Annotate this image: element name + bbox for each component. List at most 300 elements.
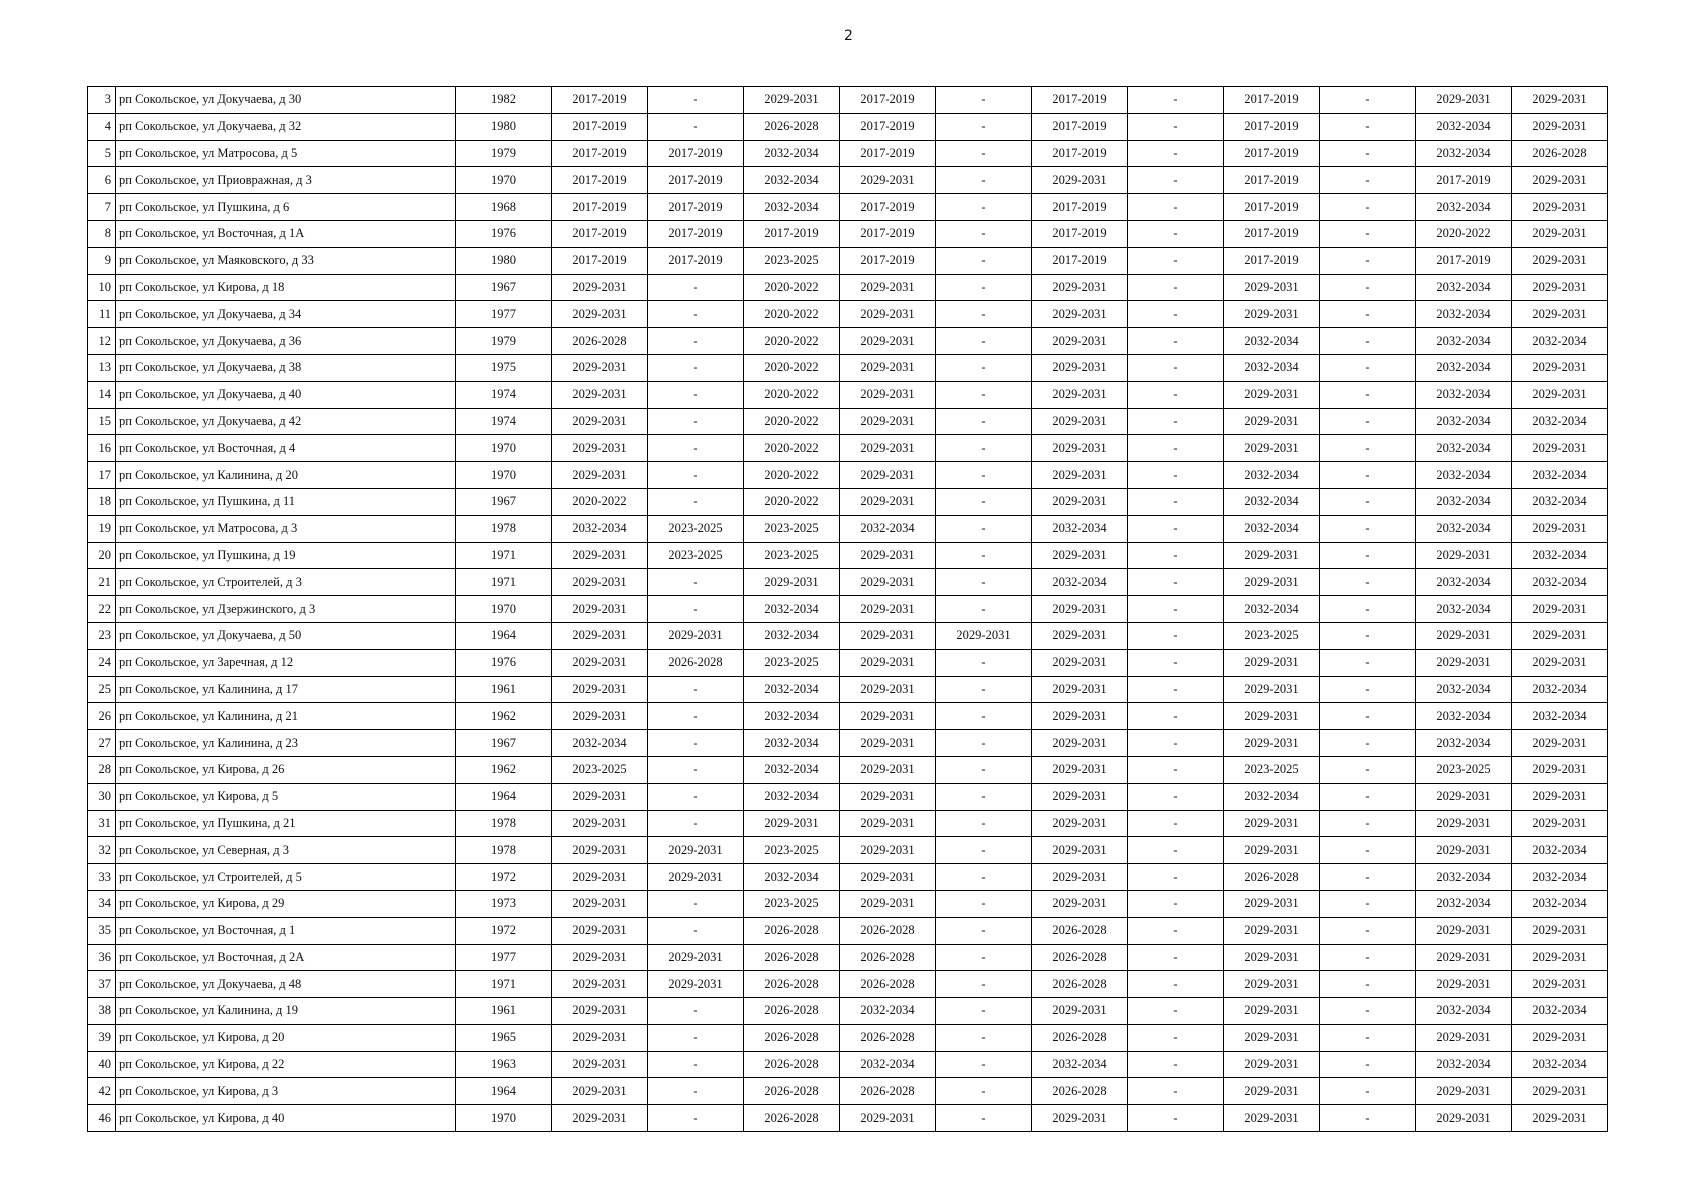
row-number-cell: 3 [88, 87, 116, 114]
period-cell: 2029-2031 [1224, 381, 1320, 408]
period-cell: 2026-2028 [552, 328, 648, 355]
address-cell: рп Сокольское, ул Калинина, д 23 [116, 730, 456, 757]
period-cell: - [1128, 622, 1224, 649]
period-cell: 2029-2031 [1032, 810, 1128, 837]
address-cell: рп Сокольское, ул Калинина, д 21 [116, 703, 456, 730]
period-cell: - [648, 810, 744, 837]
year-built-cell: 1976 [456, 220, 552, 247]
period-cell: 2032-2034 [1416, 328, 1512, 355]
period-cell: 2029-2031 [1032, 783, 1128, 810]
period-cell: 2017-2019 [1224, 247, 1320, 274]
period-cell: - [1320, 87, 1416, 114]
period-cell: 2029-2031 [744, 810, 840, 837]
period-cell: - [648, 1078, 744, 1105]
table-body [88, 87, 1608, 1132]
period-cell: 2029-2031 [552, 435, 648, 462]
period-cell: - [648, 1105, 744, 1132]
year-built-cell: 1964 [456, 783, 552, 810]
year-built-cell: 1980 [456, 247, 552, 274]
row-number-cell: 23 [88, 622, 116, 649]
year-built-cell: 1979 [456, 140, 552, 167]
period-cell: 2032-2034 [1224, 515, 1320, 542]
year-built-cell: 1965 [456, 1024, 552, 1051]
period-cell: - [1128, 890, 1224, 917]
period-cell: 2029-2031 [744, 569, 840, 596]
period-cell: - [1320, 328, 1416, 355]
period-cell: 2032-2034 [840, 515, 936, 542]
period-cell: 2029-2031 [1224, 1078, 1320, 1105]
period-cell: 2017-2019 [648, 247, 744, 274]
table-row [88, 167, 1608, 194]
period-cell: - [936, 998, 1032, 1025]
period-cell: - [1128, 971, 1224, 998]
row-number-cell: 13 [88, 354, 116, 381]
period-cell: 2023-2025 [744, 542, 840, 569]
period-cell: 2032-2034 [1512, 703, 1608, 730]
row-number-cell: 9 [88, 247, 116, 274]
period-cell: 2029-2031 [1512, 944, 1608, 971]
period-cell: 2017-2019 [1224, 167, 1320, 194]
row-number-cell: 4 [88, 113, 116, 140]
year-built-cell: 1967 [456, 274, 552, 301]
period-cell: 2029-2031 [1224, 944, 1320, 971]
period-cell: - [936, 301, 1032, 328]
period-cell: 2017-2019 [1224, 194, 1320, 221]
period-cell: 2029-2031 [840, 810, 936, 837]
period-cell: - [648, 917, 744, 944]
table-row [88, 140, 1608, 167]
period-cell: - [648, 113, 744, 140]
period-cell: - [1128, 462, 1224, 489]
period-cell: 2020-2022 [744, 328, 840, 355]
period-cell: 2029-2031 [1224, 998, 1320, 1025]
period-cell: - [936, 274, 1032, 301]
period-cell: 2026-2028 [1032, 1078, 1128, 1105]
period-cell: - [1128, 354, 1224, 381]
period-cell: - [936, 676, 1032, 703]
period-cell: - [648, 354, 744, 381]
address-cell: рп Сокольское, ул Кирова, д 18 [116, 274, 456, 301]
period-cell: 2032-2034 [744, 756, 840, 783]
period-cell: 2026-2028 [648, 649, 744, 676]
row-number-cell: 38 [88, 998, 116, 1025]
table-row [88, 596, 1608, 623]
period-cell: 2029-2031 [1224, 1105, 1320, 1132]
period-cell: 2026-2028 [840, 1024, 936, 1051]
period-cell: 2029-2031 [1512, 354, 1608, 381]
period-cell: 2029-2031 [1032, 381, 1128, 408]
table-row [88, 488, 1608, 515]
period-cell: 2032-2034 [1224, 328, 1320, 355]
period-cell: 2029-2031 [1512, 515, 1608, 542]
address-cell: рп Сокольское, ул Докучаева, д 38 [116, 354, 456, 381]
period-cell: - [1320, 247, 1416, 274]
row-number-cell: 12 [88, 328, 116, 355]
period-cell: - [1128, 194, 1224, 221]
period-cell: - [648, 703, 744, 730]
period-cell: 2017-2019 [552, 194, 648, 221]
period-cell: 2029-2031 [1416, 1105, 1512, 1132]
period-cell: 2029-2031 [840, 542, 936, 569]
period-cell: 2032-2034 [1512, 890, 1608, 917]
period-cell: 2029-2031 [840, 649, 936, 676]
period-cell: 2029-2031 [1512, 730, 1608, 757]
period-cell: 2029-2031 [648, 971, 744, 998]
period-cell: - [1128, 1024, 1224, 1051]
year-built-cell: 1971 [456, 971, 552, 998]
period-cell: 2023-2025 [552, 756, 648, 783]
row-number-cell: 16 [88, 435, 116, 462]
period-cell: - [1320, 569, 1416, 596]
row-number-cell: 46 [88, 1105, 116, 1132]
period-cell: - [1320, 515, 1416, 542]
period-cell: 2032-2034 [1416, 435, 1512, 462]
period-cell: 2026-2028 [744, 1105, 840, 1132]
period-cell: 2029-2031 [840, 354, 936, 381]
period-cell: 2029-2031 [1224, 542, 1320, 569]
period-cell: 2029-2031 [840, 301, 936, 328]
address-cell: рп Сокольское, ул Маяковского, д 33 [116, 247, 456, 274]
period-cell: - [1320, 596, 1416, 623]
period-cell: 2029-2031 [1416, 1024, 1512, 1051]
period-cell: 2032-2034 [552, 730, 648, 757]
period-cell: 2029-2031 [1416, 917, 1512, 944]
period-cell: 2029-2031 [1512, 113, 1608, 140]
period-cell: 2032-2034 [744, 140, 840, 167]
period-cell: - [936, 890, 1032, 917]
period-cell: 2029-2031 [552, 1051, 648, 1078]
address-cell: рп Сокольское, ул Матросова, д 5 [116, 140, 456, 167]
period-cell: 2029-2031 [1224, 408, 1320, 435]
period-cell: 2029-2031 [1224, 274, 1320, 301]
period-cell: 2032-2034 [1416, 274, 1512, 301]
period-cell: 2032-2034 [1512, 1051, 1608, 1078]
period-cell: 2026-2028 [840, 971, 936, 998]
period-cell: 2032-2034 [1032, 1051, 1128, 1078]
period-cell: 2029-2031 [648, 622, 744, 649]
table-row [88, 676, 1608, 703]
period-cell: 2017-2019 [1224, 87, 1320, 114]
period-cell: 2026-2028 [840, 917, 936, 944]
period-cell: 2017-2019 [648, 140, 744, 167]
period-cell: 2029-2031 [1224, 1051, 1320, 1078]
period-cell: 2026-2028 [744, 998, 840, 1025]
period-cell: 2029-2031 [840, 167, 936, 194]
period-cell: - [936, 944, 1032, 971]
period-cell: - [1128, 542, 1224, 569]
period-cell: 2017-2019 [552, 247, 648, 274]
period-cell: - [1128, 167, 1224, 194]
address-cell: рп Сокольское, ул Калинина, д 20 [116, 462, 456, 489]
period-cell: 2032-2034 [1512, 676, 1608, 703]
table-row [88, 998, 1608, 1025]
table-row [88, 810, 1608, 837]
period-cell: 2029-2031 [1512, 1105, 1608, 1132]
table-row [88, 944, 1608, 971]
period-cell: 2017-2019 [840, 140, 936, 167]
period-cell: 2029-2031 [1224, 810, 1320, 837]
period-cell: 2029-2031 [1032, 274, 1128, 301]
period-cell: 2029-2031 [1032, 488, 1128, 515]
period-cell: - [1128, 756, 1224, 783]
period-cell: 2029-2031 [840, 274, 936, 301]
period-cell: - [936, 837, 1032, 864]
period-cell: 2032-2034 [1416, 730, 1512, 757]
period-cell: - [1320, 408, 1416, 435]
period-cell: - [648, 998, 744, 1025]
period-cell: 2023-2025 [744, 890, 840, 917]
period-cell: 2029-2031 [1416, 542, 1512, 569]
period-cell: - [648, 890, 744, 917]
period-cell: 2032-2034 [744, 730, 840, 757]
period-cell: 2029-2031 [1512, 194, 1608, 221]
period-cell: - [936, 596, 1032, 623]
period-cell: 2029-2031 [648, 864, 744, 891]
table-row [88, 1051, 1608, 1078]
table-row [88, 622, 1608, 649]
year-built-cell: 1974 [456, 381, 552, 408]
year-built-cell: 1977 [456, 944, 552, 971]
period-cell: 2032-2034 [1224, 354, 1320, 381]
row-number-cell: 20 [88, 542, 116, 569]
period-cell: - [936, 488, 1032, 515]
period-cell: 2029-2031 [552, 837, 648, 864]
period-cell: - [1320, 998, 1416, 1025]
period-cell: - [936, 756, 1032, 783]
address-cell: рп Сокольское, ул Кирова, д 20 [116, 1024, 456, 1051]
period-cell: 2032-2034 [1224, 488, 1320, 515]
period-cell: - [1128, 381, 1224, 408]
period-cell: 2029-2031 [552, 810, 648, 837]
period-cell: - [648, 381, 744, 408]
period-cell: 2020-2022 [744, 462, 840, 489]
period-cell: 2023-2025 [744, 649, 840, 676]
period-cell: 2032-2034 [1416, 569, 1512, 596]
period-cell: - [936, 140, 1032, 167]
period-cell: - [648, 462, 744, 489]
period-cell: - [1128, 140, 1224, 167]
row-number-cell: 33 [88, 864, 116, 891]
period-cell: 2017-2019 [552, 140, 648, 167]
address-cell: рп Сокольское, ул Калинина, д 17 [116, 676, 456, 703]
table-row [88, 837, 1608, 864]
period-cell: 2029-2031 [552, 783, 648, 810]
address-cell: рп Сокольское, ул Заречная, д 12 [116, 649, 456, 676]
period-cell: 2029-2031 [1416, 1078, 1512, 1105]
period-cell: - [1128, 810, 1224, 837]
period-cell: 2032-2034 [1416, 194, 1512, 221]
period-cell: 2029-2031 [1224, 971, 1320, 998]
row-number-cell: 35 [88, 917, 116, 944]
period-cell: 2026-2028 [1032, 944, 1128, 971]
year-built-cell: 1964 [456, 622, 552, 649]
period-cell: 2029-2031 [552, 274, 648, 301]
table-row [88, 703, 1608, 730]
period-cell: - [648, 488, 744, 515]
period-cell: - [1320, 703, 1416, 730]
address-cell: рп Сокольское, ул Пушкина, д 21 [116, 810, 456, 837]
row-number-cell: 37 [88, 971, 116, 998]
period-cell: 2032-2034 [1224, 596, 1320, 623]
period-cell: 2029-2031 [1512, 756, 1608, 783]
period-cell: - [1128, 944, 1224, 971]
period-cell: - [936, 703, 1032, 730]
period-cell: - [936, 194, 1032, 221]
period-cell: 2032-2034 [744, 703, 840, 730]
period-cell: 2032-2034 [840, 998, 936, 1025]
period-cell: - [648, 1024, 744, 1051]
period-cell: - [936, 220, 1032, 247]
period-cell: 2032-2034 [744, 622, 840, 649]
period-cell: - [648, 676, 744, 703]
table-row [88, 87, 1608, 114]
period-cell: 2032-2034 [1416, 1051, 1512, 1078]
period-cell: - [1320, 1105, 1416, 1132]
row-number-cell: 24 [88, 649, 116, 676]
period-cell: 2032-2034 [1512, 328, 1608, 355]
period-cell: 2029-2031 [1512, 87, 1608, 114]
period-cell: 2032-2034 [1512, 542, 1608, 569]
period-cell: - [936, 730, 1032, 757]
period-cell: 2029-2031 [1032, 730, 1128, 757]
row-number-cell: 32 [88, 837, 116, 864]
period-cell: 2017-2019 [1032, 87, 1128, 114]
period-cell: - [1320, 1024, 1416, 1051]
period-cell: 2032-2034 [552, 515, 648, 542]
period-cell: 2029-2031 [552, 944, 648, 971]
period-cell: 2020-2022 [1416, 220, 1512, 247]
row-number-cell: 39 [88, 1024, 116, 1051]
period-cell: 2029-2031 [1224, 890, 1320, 917]
period-cell: - [1320, 354, 1416, 381]
period-cell: - [936, 247, 1032, 274]
period-cell: 2029-2031 [1224, 703, 1320, 730]
period-cell: - [1320, 220, 1416, 247]
address-cell: рп Сокольское, ул Восточная, д 4 [116, 435, 456, 462]
year-built-cell: 1961 [456, 998, 552, 1025]
period-cell: - [936, 113, 1032, 140]
period-cell: - [1320, 730, 1416, 757]
period-cell: - [1128, 998, 1224, 1025]
year-built-cell: 1967 [456, 730, 552, 757]
period-cell: - [1128, 435, 1224, 462]
period-cell: - [1320, 381, 1416, 408]
period-cell: 2023-2025 [1224, 622, 1320, 649]
row-number-cell: 42 [88, 1078, 116, 1105]
table-row [88, 890, 1608, 917]
period-cell: - [1320, 462, 1416, 489]
period-cell: - [648, 87, 744, 114]
period-cell: - [936, 87, 1032, 114]
period-cell: 2029-2031 [1224, 1024, 1320, 1051]
period-cell: 2029-2031 [552, 890, 648, 917]
period-cell: 2029-2031 [552, 649, 648, 676]
period-cell: 2032-2034 [1224, 783, 1320, 810]
address-cell: рп Сокольское, ул Докучаева, д 32 [116, 113, 456, 140]
period-cell: 2032-2034 [1416, 864, 1512, 891]
period-cell: 2029-2031 [1032, 435, 1128, 462]
period-cell: 2029-2031 [1224, 676, 1320, 703]
period-cell: - [1128, 730, 1224, 757]
period-cell: 2029-2031 [1032, 676, 1128, 703]
period-cell: 2029-2031 [552, 408, 648, 435]
period-cell: 2029-2031 [840, 837, 936, 864]
address-cell: рп Сокольское, ул Докучаева, д 48 [116, 971, 456, 998]
address-cell: рп Сокольское, ул Дзержинского, д 3 [116, 596, 456, 623]
period-cell: 2029-2031 [1416, 971, 1512, 998]
year-built-cell: 1972 [456, 917, 552, 944]
row-number-cell: 40 [88, 1051, 116, 1078]
period-cell: - [1320, 810, 1416, 837]
period-cell: - [1128, 328, 1224, 355]
period-cell: - [1128, 1051, 1224, 1078]
period-cell: - [1128, 515, 1224, 542]
year-built-cell: 1962 [456, 756, 552, 783]
period-cell: - [1320, 194, 1416, 221]
period-cell: 2032-2034 [1512, 408, 1608, 435]
period-cell: 2026-2028 [744, 1051, 840, 1078]
period-cell: - [936, 462, 1032, 489]
period-cell: - [936, 435, 1032, 462]
period-cell: 2017-2019 [840, 194, 936, 221]
period-cell: - [936, 810, 1032, 837]
period-cell: 2029-2031 [1512, 622, 1608, 649]
period-cell: 2026-2028 [744, 917, 840, 944]
period-cell: - [1320, 622, 1416, 649]
table-row [88, 220, 1608, 247]
period-cell: 2026-2028 [744, 113, 840, 140]
row-number-cell: 15 [88, 408, 116, 435]
year-built-cell: 1979 [456, 328, 552, 355]
period-cell: 2029-2031 [1224, 730, 1320, 757]
period-cell: 2029-2031 [552, 1105, 648, 1132]
period-cell: 2029-2031 [1224, 917, 1320, 944]
year-built-cell: 1975 [456, 354, 552, 381]
period-cell: - [1320, 1078, 1416, 1105]
period-cell: 2020-2022 [552, 488, 648, 515]
table-row [88, 730, 1608, 757]
row-number-cell: 27 [88, 730, 116, 757]
period-cell: - [936, 1105, 1032, 1132]
period-cell: 2029-2031 [840, 783, 936, 810]
year-built-cell: 1980 [456, 113, 552, 140]
row-number-cell: 36 [88, 944, 116, 971]
period-cell: 2029-2031 [840, 596, 936, 623]
address-cell: рп Сокольское, ул Северная, д 3 [116, 837, 456, 864]
period-cell: 2017-2019 [1416, 167, 1512, 194]
address-cell: рп Сокольское, ул Строителей, д 5 [116, 864, 456, 891]
period-cell: - [648, 730, 744, 757]
period-cell: 2017-2019 [1224, 140, 1320, 167]
period-cell: 2029-2031 [1512, 596, 1608, 623]
period-cell: 2032-2034 [1512, 864, 1608, 891]
table-row [88, 569, 1608, 596]
year-built-cell: 1978 [456, 515, 552, 542]
period-cell: - [1320, 890, 1416, 917]
period-cell: 2020-2022 [744, 301, 840, 328]
year-built-cell: 1970 [456, 1105, 552, 1132]
period-cell: 2029-2031 [1032, 864, 1128, 891]
period-cell: 2023-2025 [744, 247, 840, 274]
period-cell: 2029-2031 [840, 381, 936, 408]
period-cell: 2029-2031 [1224, 569, 1320, 596]
period-cell: - [1320, 756, 1416, 783]
period-cell: 2029-2031 [1224, 435, 1320, 462]
address-cell: рп Сокольское, ул Пушкина, д 6 [116, 194, 456, 221]
row-number-cell: 18 [88, 488, 116, 515]
period-cell: 2032-2034 [1416, 462, 1512, 489]
period-cell: 2029-2031 [1416, 622, 1512, 649]
